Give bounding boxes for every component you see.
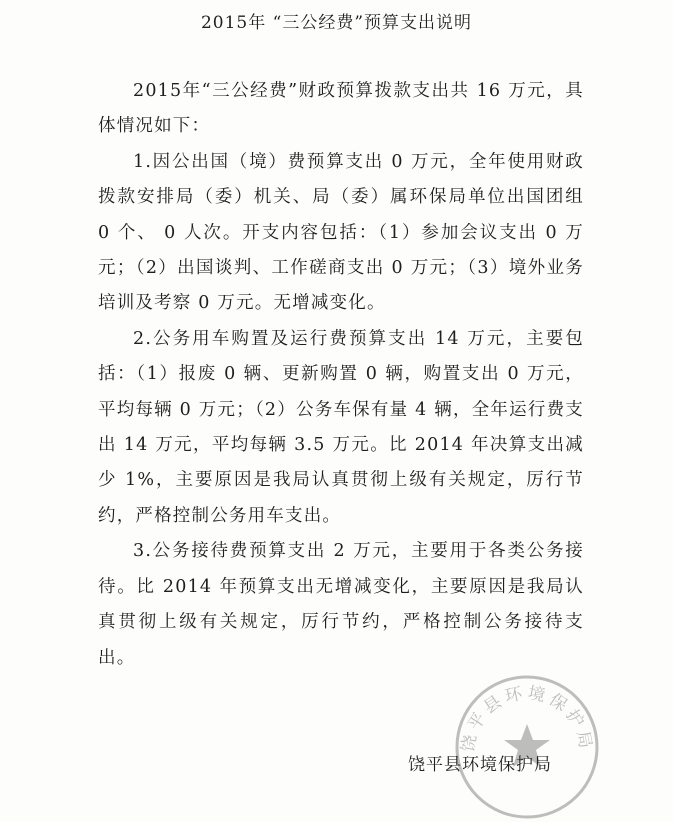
paragraph-overseas: 1.因公出国（境）费预算支出 0 万元，全年使用财政拨款安排局（委）机关、局（委）属环保局单位出国团组 0 个、 0 人次。开支内容包括：（1）参加会议支出 0 万元；（2）出国谈判、工作磋商支出 0 万元；（3）境外业务培训及考察 0 万元。无增减变化。	[98, 151, 584, 314]
paragraph-reception: 3.公务接待费预算支出 2 万元，主要用于各类公务接待。比 2014 年预算支出无增减变化，主要原因是我局认真贯彻上级有关规定，厉行节约，严格控制公务接待支出。	[98, 541, 584, 668]
document-body	[98, 74, 584, 676]
paragraph-vehicles: 2.公务用车购置及运行费预算支出 14 万元，主要包括：（1）报废 0 辆、更新购置 0 辆，购置支出 0 万元，平均每辆 0 万元；（2）公务车保有量 4 辆，全年运行费支出 14 万元，平均每辆 3.5 万元。比 2014 年决算支出减少 1%，主要原因是我局认真贯彻上级有关规定，厉行节约，严格控制公务用车支出。	[98, 328, 584, 526]
signature-organization: 饶平县环境保护局	[408, 755, 552, 775]
paragraph-intro: 2015年“三公经费”财政预算拨款支出共 16 万元，具体情况如下：	[98, 81, 584, 137]
official-seal	[452, 672, 602, 822]
document-title: 2015年 “三公经费”预算支出说明	[200, 13, 473, 33]
svg-text:饶平县环境保护局: 饶平县环境保护局	[458, 683, 596, 754]
